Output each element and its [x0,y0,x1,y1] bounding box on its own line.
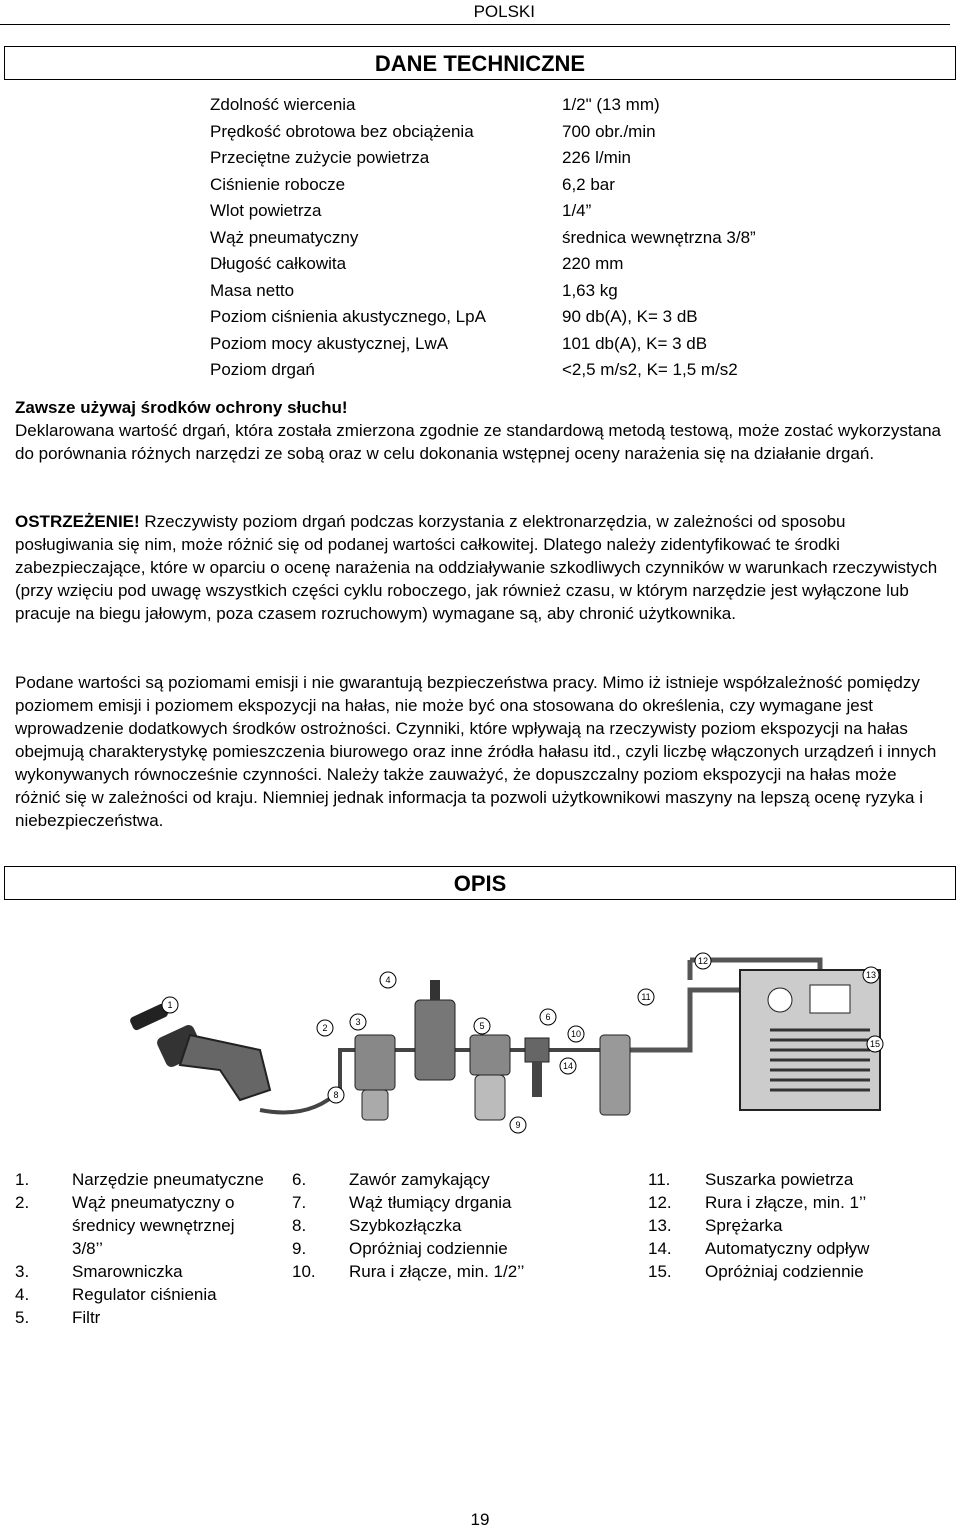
header-rule [0,24,950,25]
callout-14 [560,1058,576,1074]
spec-label: Wąż pneumatyczny [210,227,359,247]
legend-number: 9. [292,1239,307,1258]
spec-value: 226 l/min [562,148,631,167]
legend-text: Suszarka powietrza [705,1170,854,1189]
svg-text:4: 4 [385,975,391,985]
spec-value: 6,2 bar [562,174,615,194]
spec-label: Poziom mocy akustycznej, LwA [210,333,449,353]
legend-number: 8. [292,1216,307,1235]
legend-item [15,1306,265,1329]
legend-item [648,1260,958,1283]
legend-item [648,1214,958,1237]
spec-value: 700 obr./min [562,121,656,141]
callout-9 [510,1117,526,1133]
spec-value: <2,5 m/s2, K= 1,5 m/s2 [562,360,738,379]
svg-text:14: 14 [562,1061,574,1071]
vibration-text: Deklarowana wartość drgań, która została zmierzona zgodnie ze standardową metodą testową, może zostać wykorzystana do porównania różnych narzędzi ze sobą oraz w celu dokonania wstępnej oceny narażenia się na działanie drgań. [15,421,942,463]
legend-number: 6. [292,1170,307,1189]
legend-number: 14. [648,1239,672,1258]
legend-number: 12. [648,1193,672,1212]
callout-13 [863,967,879,983]
svg-text:1: 1 [167,1000,173,1010]
legend-item [292,1260,592,1283]
svg-text:3: 3 [355,1017,361,1027]
legend-text: Rura i złącze, min. 1’’ [705,1193,867,1212]
svg-text:13: 13 [865,970,877,980]
legend-number: 10. [292,1262,316,1281]
spec-value: 1,63 kg [562,280,618,300]
spec-value: 101 db(A), K= 3 dB [562,333,708,353]
emission-text: Podane wartości są poziomami emisji i nie gwarantują bezpieczeństwa pracy. Mimo iż istnieje współzależność pomiędzy poziomem emisji i poziomem ekspozycji na hałas, nie może być ona stosowana do określenia, czy wymagane jest wprowadzenie dodatkowych środków ostrożności. Czynniki, które wpływają na rzeczywisty poziom ekspozycji na hałas obejmują charakterystykę pomieszczenia biurowego oraz inne źródła hałasu itd., czyli liczbę włączonych urządzeń i innych wykonywanych równocześnie czynności. Należy także zauważyć, że dopuszczalny poziom ekspozycji na hałas może różnić się w zależności od kraju. Niemniej jednak informacja ta pozwoli użytkownikowi maszyny na lepszą ocenę ryzyka i niebezpieczeństwa. [15,673,937,830]
legend-text: Zawór zamykający [349,1170,490,1189]
paragraph-warning [15,510,945,625]
callout-6 [540,1009,556,1025]
legend-item [15,1260,265,1283]
legend-text: Smarowniczka [72,1262,183,1281]
legend-column-1 [15,1168,265,1329]
paragraph-emission [15,671,945,832]
frl-unit-icon [355,980,510,1120]
legend-item [648,1237,958,1260]
shutoff-valve-icon [525,1038,549,1097]
callout-3 [350,1014,366,1030]
page-number: 19 [470,1510,490,1529]
warning-label: OSTRZEŻENIE! [15,512,140,531]
legend-text: Rura i złącze, min. 1/2’’ [349,1262,525,1281]
legend-text: Wąż tłumiący drgania [349,1193,512,1212]
svg-text:11: 11 [641,992,651,1002]
legend-item [292,1191,592,1214]
legend-item [15,1283,265,1306]
callout-1 [162,997,178,1013]
legend-item [292,1214,592,1237]
legend-item [15,1191,265,1260]
spec-value: 220 mm [562,254,624,273]
legend-number: 3. [15,1262,30,1281]
callout-4 [380,972,396,988]
air-dryer-icon [600,1035,630,1115]
svg-text:15: 15 [869,1039,881,1049]
legend-text: Opróżniaj codziennie [349,1239,508,1258]
spec-label: Wlot powietrza [210,201,322,220]
svg-text:7: 7 [564,932,570,942]
warning-text: Rzeczywisty poziom drgań podczas korzystania z elektronarzędzia, w zależności od sposobu posługiwania się nim, może różnić się od podanej wartości całkowitej. Dlatego należy zidentyfikować te środki zabezpieczające, które w oparciu o ocenę narażenia na oddziaływanie szkodliwych czynników w warunkach rzeczywistych (przy wzięciu pod uwagę wszystkich części cyklu roboczego, jak również czasu, w którym narzędzie jest wyłączone lub pracuje na biegu jałowym, poza czasem rozruchowym) wymagane są, aby chronić użytkownika. [15,512,938,623]
spec-label: Przeciętne zużycie powietrza [210,148,430,167]
spec-value: 90 db(A), K= 3 dB [562,307,698,326]
legend-text: Regulator ciśnienia [72,1285,217,1304]
legend-item [15,1168,265,1191]
callout-8 [328,1087,344,1103]
compressor-icon [740,970,880,1110]
hearing-warning: Zawsze używaj środków ochrony słuchu! [15,398,348,417]
callout-12 [695,953,711,969]
spec-value: 1/4” [562,201,592,220]
spec-label: Długość całkowita [210,254,347,273]
legend-text: Szybkozłączka [349,1216,462,1235]
svg-text:12: 12 [697,956,709,966]
callout-15 [867,1036,883,1052]
spec-label: Ciśnienie robocze [210,174,346,194]
legend-text: Narzędzie pneumatyczne [72,1170,264,1189]
callout-5 [474,1018,490,1034]
svg-text:5: 5 [479,1021,485,1031]
air-drill-icon [129,1003,270,1100]
spec-label: Poziom drgań [210,360,315,379]
svg-text:6: 6 [545,1012,551,1022]
spec-label: Zdolność wiercenia [210,95,356,114]
callout-2 [317,1020,333,1036]
spec-label: Poziom ciśnienia akustycznego, LpA [210,307,486,326]
legend-number: 5. [15,1308,30,1327]
legend-text: Wąż pneumatyczny o średnicy wewnętrznej 3/8’’ [72,1193,235,1258]
legend-column-2 [292,1168,592,1283]
legend-text: Filtr [72,1308,101,1327]
legend-text: Opróżniaj codziennie [705,1262,864,1281]
section-title-dane: DANE TECHNICZNE [4,46,956,80]
legend-item [292,1168,592,1191]
callout-7 [564,932,569,942]
callout-10 [568,1026,584,1042]
legend-text: Automatyczny odpływ [705,1239,870,1258]
svg-text:8: 8 [333,1090,339,1100]
legend-column-3 [648,1168,958,1283]
paragraph-hearing [15,396,945,465]
header-language: POLSKI [473,2,535,21]
legend-number: 13. [648,1216,672,1235]
svg-text:9: 9 [515,1120,521,1130]
legend-item [648,1168,958,1191]
legend-number: 11. [648,1170,671,1189]
legend-item [292,1237,592,1260]
spec-label: Masa netto [210,280,295,300]
spec-label: Prędkość obrotowa bez obciążenia [210,121,474,141]
legend-number: 7. [292,1193,307,1212]
legend-number: 2. [15,1193,30,1212]
callout-11 [638,989,654,1005]
spec-value: 1/2" (13 mm) [562,95,660,114]
spec-value: średnica wewnętrzna 3/8” [562,227,756,247]
legend-text: Sprężarka [705,1216,783,1235]
legend-number: 15. [648,1262,672,1281]
section-title-opis: OPIS [4,866,956,900]
legend-number: 4. [15,1285,30,1304]
pneumatic-system-diagram [130,932,890,1140]
svg-text:2: 2 [322,1023,328,1033]
legend-item [648,1191,958,1214]
legend-number: 1. [15,1170,30,1189]
svg-text:10: 10 [570,1029,582,1039]
